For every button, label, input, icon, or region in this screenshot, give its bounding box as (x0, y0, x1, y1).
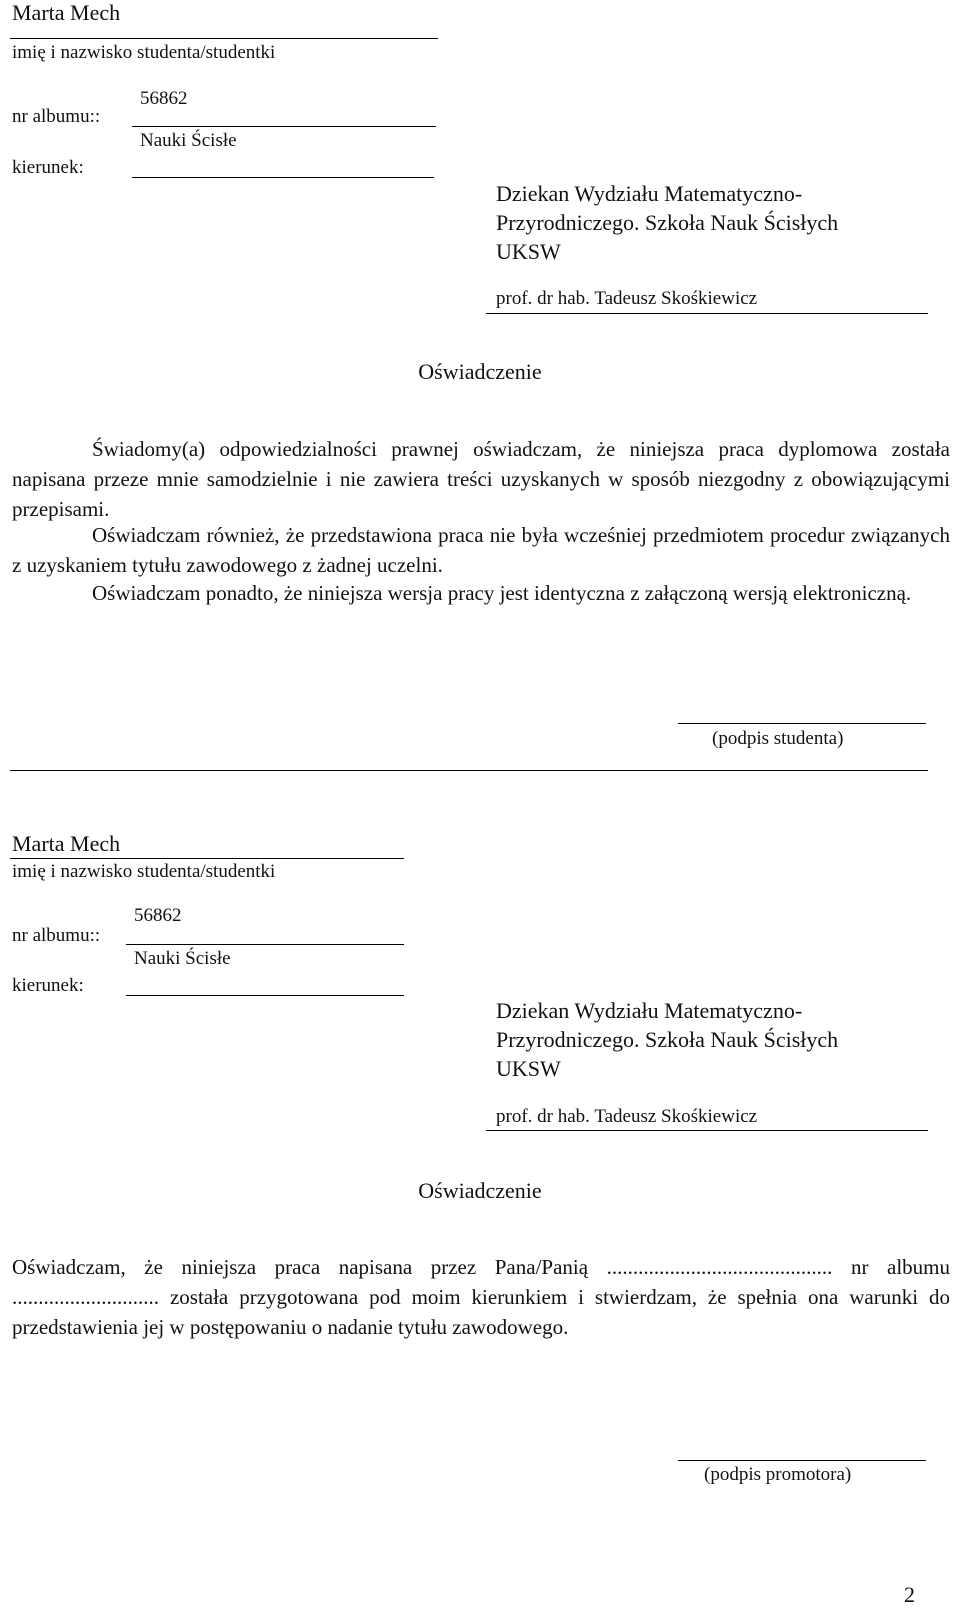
field-label: kierunek: (12, 975, 84, 996)
name-caption: imię i nazwisko studenta/studentki (12, 861, 276, 882)
professor-underline (486, 1130, 928, 1131)
dean-line-2: Przyrodniczego. Szkoła Nauk Ścisłych (496, 1027, 839, 1052)
album-label: nr albumu:: (12, 925, 101, 946)
supervisor-statement-paragraph: Oświadczam, że niniejsza praca napisana przez Pana/Panią ........................................... nr albumu ............................ została przygotowana pod moim kierunkiem i stwierdzam, że spełnia ona warunki do przedstawienia jej w postępowaniu o nadanie tytułu zawodowego. (12, 1255, 950, 1339)
album-underline (126, 944, 404, 945)
field-underline (132, 177, 434, 178)
field-label: kierunek: (12, 157, 84, 178)
album-underline (132, 126, 436, 127)
page-number: 2 (904, 1582, 915, 1607)
dean-line-3: UKSW (496, 239, 561, 264)
dean-line-1: Dziekan Wydziału Matematyczno- (496, 998, 803, 1023)
album-value: 56862 (140, 88, 188, 109)
album-label: nr albumu:: (12, 106, 101, 127)
name-underline (10, 38, 438, 39)
statement-heading: Oświadczenie (418, 359, 542, 384)
student-name: Marta Mech (12, 831, 121, 856)
field-underline (126, 995, 404, 996)
dean-line-1: Dziekan Wydziału Matematyczno- (496, 181, 803, 206)
section-divider (10, 770, 928, 771)
professor-name: prof. dr hab. Tadeusz Skośkiewicz (496, 288, 758, 309)
student-signature-caption: (podpis studenta) (712, 728, 844, 749)
dean-line-3: UKSW (496, 1056, 561, 1081)
statement-paragraph-1: Świadomy(a) odpowiedzialności prawnej oświadczam, że niniejsza praca dyplomowa została napisana przeze mnie samodzielnie i nie zawiera treści uzyskanych w sposób niezgodny z obowiązującymi przepisami. (12, 437, 950, 521)
dean-line-2: Przyrodniczego. Szkoła Nauk Ścisłych (496, 210, 839, 235)
statement-paragraph-2: Oświadczam również, że przedstawiona praca nie była wcześniej przedmiotem procedur związanych z uzyskaniem tytułu zawodowego z żadnej uczelni. (12, 523, 950, 577)
supervisor-signature-caption: (podpis promotora) (704, 1464, 852, 1485)
supervisor-signature-line (678, 1460, 926, 1461)
name-caption: imię i nazwisko studenta/studentki (12, 42, 276, 63)
student-name: Marta Mech (12, 0, 121, 25)
name-underline (10, 858, 404, 859)
field-value: Nauki Ścisłe (140, 130, 237, 151)
album-value: 56862 (134, 905, 182, 926)
statement-heading: Oświadczenie (418, 1178, 542, 1203)
field-value: Nauki Ścisłe (134, 948, 231, 969)
statement-paragraph-3: Oświadczam ponadto, że niniejsza wersja pracy jest identyczna z załączoną wersją elektroniczną. (92, 581, 912, 605)
student-signature-line (678, 723, 926, 724)
professor-underline (486, 313, 928, 314)
professor-name: prof. dr hab. Tadeusz Skośkiewicz (496, 1106, 758, 1127)
